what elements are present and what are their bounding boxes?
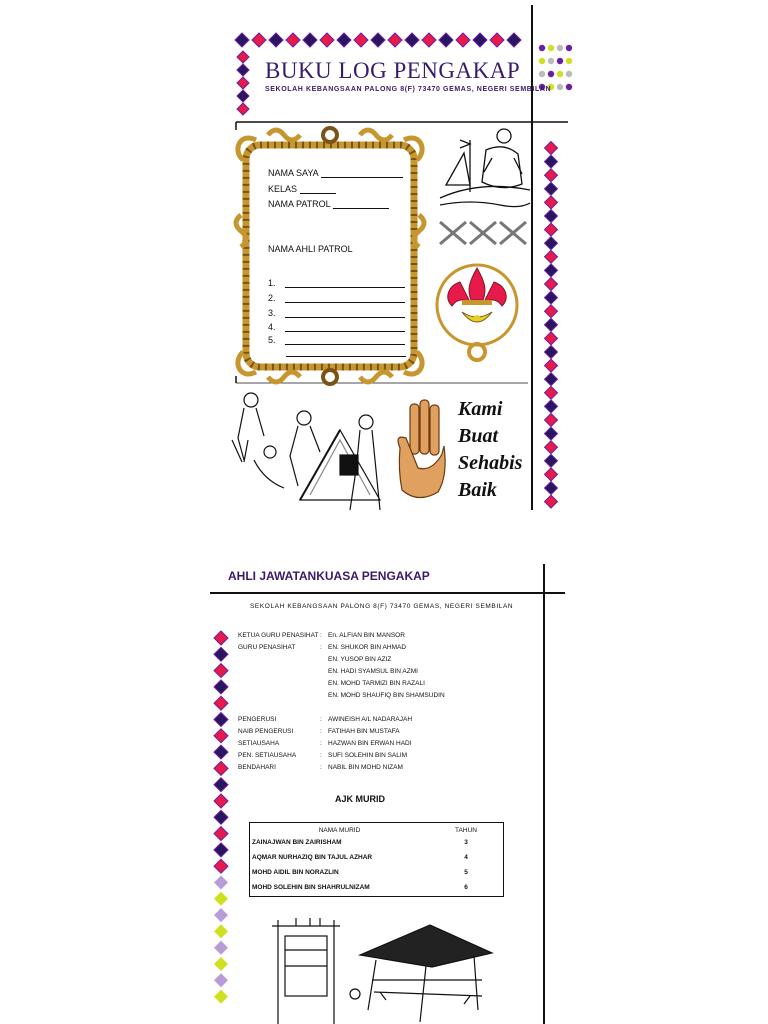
officer-row bbox=[238, 740, 412, 747]
officer-role: BENDAHARI bbox=[238, 764, 276, 771]
diamond-ornament bbox=[214, 859, 228, 873]
diamond-ornament bbox=[237, 64, 249, 76]
diamond-ornament bbox=[303, 33, 317, 47]
field-nama-saya[interactable] bbox=[268, 168, 403, 178]
officer-name: SUFI SOLEHIN BIN SALIM bbox=[328, 752, 408, 759]
scout-emblem bbox=[437, 265, 517, 360]
school-address: SEKOLAH KEBANGSAAN PALONG 8(F) 73470 GEMAS, NEGERI SEMBILAN bbox=[250, 603, 514, 610]
diamond-ornament bbox=[214, 810, 228, 824]
field-nama-patrol-label: NAMA PATROL bbox=[268, 199, 331, 209]
diamond-ornament bbox=[214, 957, 228, 971]
left-diamond-border bbox=[237, 51, 249, 115]
diamond-ornament bbox=[545, 291, 558, 304]
member-blank[interactable] bbox=[285, 302, 405, 303]
dot-ornament bbox=[557, 71, 563, 77]
diamond-ornament bbox=[473, 33, 487, 47]
table-row bbox=[250, 866, 504, 881]
knots-illustration bbox=[440, 222, 526, 244]
diamond-ornament bbox=[214, 761, 228, 775]
diamond-ornament bbox=[545, 318, 558, 331]
diamond-ornament bbox=[545, 414, 558, 427]
diamond-ornament bbox=[545, 495, 558, 508]
student-year: 3 bbox=[464, 839, 468, 846]
diamond-ornament bbox=[405, 33, 419, 47]
officer-name: AWINEISH A/L NADARAJAH bbox=[328, 716, 413, 723]
member-number: 2. bbox=[268, 293, 276, 303]
officer-row bbox=[238, 764, 403, 771]
table-row bbox=[250, 851, 504, 866]
diamond-ornament bbox=[214, 729, 228, 743]
motto-text bbox=[458, 396, 522, 504]
dot-ornament bbox=[566, 71, 572, 77]
officer-row bbox=[238, 716, 412, 723]
diamond-ornament bbox=[214, 941, 228, 955]
committee-title: AHLI JAWATANKUASA PENGAKAP bbox=[228, 569, 430, 583]
field-kelas[interactable] bbox=[268, 184, 336, 194]
diamond-ornament bbox=[545, 250, 558, 263]
diamond-ornament bbox=[235, 33, 249, 47]
diamond-ornament bbox=[214, 924, 228, 938]
member-line-5[interactable] bbox=[268, 335, 405, 345]
field-kelas-label: KELAS bbox=[268, 184, 298, 194]
camp-gadget-illustration bbox=[272, 918, 360, 1024]
diamond-ornament bbox=[490, 33, 504, 47]
diamond-ornament bbox=[545, 223, 558, 236]
dot-ornament bbox=[548, 71, 554, 77]
diamond-ornament bbox=[545, 155, 558, 168]
committee-row bbox=[238, 632, 405, 639]
diamond-ornament bbox=[214, 664, 228, 678]
student-name: ZAINAJWAN BIN ZAIRISHAM bbox=[252, 839, 342, 846]
diamond-ornament bbox=[545, 386, 558, 399]
field-nama-patrol-blank[interactable] bbox=[333, 208, 389, 209]
officer-role: SETIAUSAHA bbox=[238, 740, 280, 747]
member-line-2[interactable] bbox=[268, 293, 405, 303]
committee-name: EN. SHUKOR BIN AHMAD bbox=[328, 644, 407, 651]
motto-word: Sehabis bbox=[458, 452, 523, 474]
motto-word: Kami bbox=[458, 398, 503, 420]
diamond-ornament bbox=[545, 400, 558, 413]
diamond-ornament bbox=[545, 359, 558, 372]
diamond-ornament bbox=[214, 696, 228, 710]
table-row bbox=[250, 881, 504, 897]
diamond-ornament bbox=[545, 441, 558, 454]
diamond-ornament bbox=[320, 33, 334, 47]
field-nama-saya-label: NAMA SAYA bbox=[268, 168, 319, 178]
dot-ornament bbox=[566, 45, 572, 51]
diamond-ornament bbox=[214, 892, 228, 906]
dot-ornament bbox=[566, 84, 572, 90]
diamond-ornament bbox=[545, 169, 558, 182]
member-blank[interactable] bbox=[285, 317, 405, 318]
student-year: 5 bbox=[464, 869, 468, 876]
shelter-illustration bbox=[360, 925, 492, 1022]
diamond-ornament bbox=[545, 305, 558, 318]
diamond-ornament bbox=[545, 142, 558, 155]
officer-name: FATIHAH BIN MUSTAFA bbox=[328, 728, 400, 735]
left-diamond-border bbox=[214, 631, 228, 1004]
top-diamond-border bbox=[235, 33, 521, 47]
diamond-ornament bbox=[545, 237, 558, 250]
diamond-ornament bbox=[214, 973, 228, 987]
diamond-ornament bbox=[456, 33, 470, 47]
officer-name: HAZWAN BIN ERWAN HADI bbox=[328, 740, 412, 747]
diamond-ornament bbox=[214, 713, 228, 727]
committee-role: GURU PENASIHAT bbox=[238, 644, 296, 651]
officer-separator: : bbox=[320, 740, 322, 747]
member-blank[interactable] bbox=[285, 287, 405, 288]
member-blank[interactable] bbox=[285, 331, 405, 332]
student-name: AQMAR NURHAZIQ BIN TAJUL AZHAR bbox=[252, 854, 373, 861]
rope-frame bbox=[236, 128, 424, 384]
member-number: 5. bbox=[268, 335, 276, 345]
field-ahli-patrol-heading: NAMA AHLI PATROL bbox=[268, 244, 353, 254]
officer-role: NAIB PENGERUSI bbox=[238, 728, 294, 735]
committee-name: EN. HADI SYAMSUL BIN AZMI bbox=[328, 668, 418, 675]
committee-role: KETUA GURU PENASIHAT bbox=[238, 632, 319, 639]
diamond-ornament bbox=[214, 990, 228, 1004]
table-row bbox=[250, 836, 504, 851]
diamond-ornament bbox=[507, 33, 521, 47]
diamond-ornament bbox=[269, 33, 283, 47]
diamond-ornament bbox=[545, 264, 558, 277]
officer-row bbox=[238, 752, 407, 759]
student-year: 6 bbox=[464, 884, 468, 891]
diamond-ornament bbox=[545, 210, 558, 223]
diamond-ornament bbox=[337, 33, 351, 47]
page2-decoration bbox=[0, 540, 768, 1024]
diamond-ornament bbox=[545, 196, 558, 209]
scout-salute-hand-illustration bbox=[398, 400, 445, 498]
field-nama-patrol[interactable] bbox=[268, 199, 389, 209]
dot-ornament bbox=[557, 58, 563, 64]
diamond-ornament bbox=[214, 843, 228, 857]
diamond-ornament bbox=[237, 77, 249, 89]
right-diamond-border bbox=[545, 142, 558, 509]
diamond-ornament bbox=[237, 103, 249, 115]
diamond-ornament bbox=[545, 427, 558, 440]
member-blank[interactable] bbox=[285, 344, 405, 345]
committee-name: En. ALFIAN BIN MANSOR bbox=[328, 632, 405, 639]
dot-ornament bbox=[539, 58, 545, 64]
school-address: SEKOLAH KEBANGSAAN PALONG 8(F) 73470 GEMAS, NEGERI SEMBILAN bbox=[265, 86, 552, 93]
officer-separator: : bbox=[320, 728, 322, 735]
officer-row bbox=[238, 728, 400, 735]
diamond-ornament bbox=[214, 908, 228, 922]
dot-ornament bbox=[539, 71, 545, 77]
diamond-ornament bbox=[214, 794, 228, 808]
dot-ornament bbox=[548, 58, 554, 64]
committee-row bbox=[238, 644, 406, 651]
diamond-ornament bbox=[371, 33, 385, 47]
member-extra-line bbox=[286, 356, 406, 357]
diamond-ornament bbox=[545, 278, 558, 291]
motto-word: Buat bbox=[458, 425, 499, 447]
field-nama-saya-blank[interactable] bbox=[321, 177, 403, 178]
member-line-1[interactable] bbox=[268, 278, 405, 288]
table-header-row bbox=[250, 823, 504, 837]
diamond-ornament bbox=[252, 33, 266, 47]
column-header: TAHUN bbox=[455, 827, 477, 834]
field-kelas-blank[interactable] bbox=[300, 193, 336, 194]
officer-separator: : bbox=[320, 716, 322, 723]
diamond-ornament bbox=[237, 51, 249, 63]
diamond-ornament bbox=[237, 90, 249, 102]
student-name: MOHD SOLEHIN BIN SHAHRULNIZAM bbox=[252, 884, 370, 891]
dot-grid bbox=[539, 45, 572, 90]
sailing-scouts-illustration bbox=[440, 129, 530, 207]
member-number: 1. bbox=[268, 278, 276, 288]
diamond-ornament bbox=[545, 346, 558, 359]
diamond-ornament bbox=[214, 647, 228, 661]
column-header: NAMA MURID bbox=[318, 827, 361, 834]
committee-separator: : bbox=[320, 632, 322, 639]
motto-word: Baik bbox=[458, 479, 497, 501]
officer-separator: : bbox=[320, 764, 322, 771]
diamond-ornament bbox=[286, 33, 300, 47]
member-number: 4. bbox=[268, 322, 276, 332]
diamond-ornament bbox=[388, 33, 402, 47]
officer-separator: : bbox=[320, 752, 322, 759]
diamond-ornament bbox=[545, 182, 558, 195]
diamond-ornament bbox=[545, 373, 558, 386]
diamond-ornament bbox=[214, 680, 228, 694]
diamond-ornament bbox=[214, 631, 228, 645]
student-name: MOHD AIDIL BIN NORAZLIN bbox=[252, 869, 339, 876]
member-line-4[interactable] bbox=[268, 322, 405, 332]
committee-name: EN. MOHD TARMIZI BIN RAZALI bbox=[328, 680, 425, 687]
officer-role: PEN. SETIAUSAHA bbox=[238, 752, 297, 759]
diamond-ornament bbox=[439, 33, 453, 47]
dot-ornament bbox=[557, 84, 563, 90]
diamond-ornament bbox=[545, 332, 558, 345]
diamond-ornament bbox=[422, 33, 436, 47]
dot-ornament bbox=[557, 45, 563, 51]
diamond-ornament bbox=[214, 827, 228, 841]
diamond-ornament bbox=[545, 454, 558, 467]
ajk-murid-heading: AJK MURID bbox=[335, 794, 386, 804]
diamond-ornament bbox=[354, 33, 368, 47]
committee-separator: : bbox=[320, 644, 322, 651]
committee-name: EN. MOHD SHAUFIQ BIN SHAMSUDIN bbox=[328, 692, 445, 699]
member-line-3[interactable] bbox=[268, 308, 405, 318]
camping-scouts-illustration bbox=[232, 393, 380, 510]
diamond-ornament bbox=[545, 468, 558, 481]
log-book-title: BUKU LOG PENGAKAP bbox=[265, 58, 521, 83]
officer-role: PENGERUSI bbox=[238, 716, 277, 723]
dot-ornament bbox=[548, 45, 554, 51]
student-year: 4 bbox=[464, 854, 468, 861]
dot-ornament bbox=[566, 58, 572, 64]
diamond-ornament bbox=[214, 778, 228, 792]
dot-ornament bbox=[539, 45, 545, 51]
committee-name: EN. YUSOP BIN AZIZ bbox=[328, 656, 392, 663]
ajk-murid-table bbox=[249, 822, 504, 897]
diamond-ornament bbox=[214, 745, 228, 759]
diamond-ornament bbox=[545, 482, 558, 495]
member-number: 3. bbox=[268, 308, 276, 318]
officer-name: NABIL BIN MOHD NIZAM bbox=[328, 764, 403, 771]
diamond-ornament bbox=[214, 876, 228, 890]
